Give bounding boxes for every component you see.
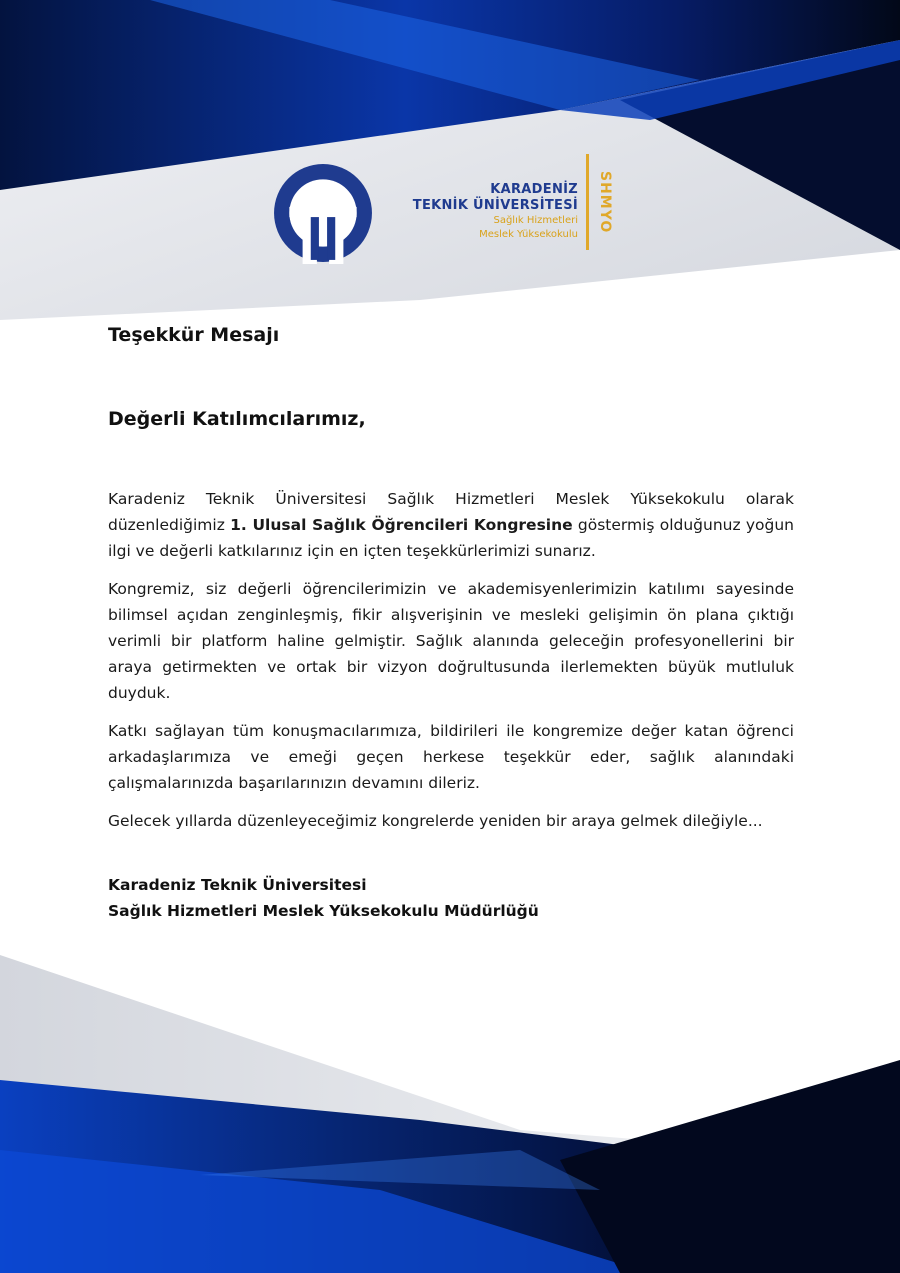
- congress-name: 1. Ulusal Sağlık Öğrencileri Kongresine: [230, 516, 573, 534]
- logo-school-line1: Sağlık Hizmetleri: [493, 215, 578, 226]
- paragraph-4: Gelecek yıllarda düzenleyeceğimiz kongrelerde yeniden bir araya gelmek dileğiyle...: [108, 812, 763, 830]
- signature-line-1: Karadeniz Teknik Üniversitesi: [108, 876, 367, 894]
- logo-wordmark: [413, 182, 578, 242]
- paragraph-1: [108, 486, 794, 564]
- letter-body: [108, 320, 794, 924]
- logo-abbreviation: SHMYO: [597, 170, 613, 234]
- paragraph-1-after: göstermiş olduğunuz yoğun ilgi ve değerli katkılarınız için en içten teşekkürlerimizi sunarız.: [108, 516, 794, 560]
- ktu-emblem: [272, 162, 374, 264]
- school-logo: [272, 152, 622, 272]
- logo-school-line2: Meslek Yüksekokulu: [479, 229, 578, 240]
- logo-divider: [586, 154, 589, 250]
- paragraph-2: Kongremiz, siz değerli öğrencilerimizin ve akademisyenlerimizin katılımı sayesinde bilimsel açıdan zenginleşmiş, fikir alışverişinin ve mesleki gelişimin ön plana çıktığı verimli bir platform haline gelmiştir. Sağlık alanında geleceğin profesyonellerini bir araya getirmekten ve ortak bir vizyon doğrultusunda ilerlemekten büyük mutluluk duyduk.: [108, 580, 794, 702]
- letter-title: Teşekkür Mesajı: [108, 324, 280, 346]
- logo-university-line1: KARADENİZ: [490, 182, 578, 197]
- logo-university-line2: TEKNİK ÜNİVERSİTESİ: [412, 198, 578, 213]
- paragraph-1-before: Karadeniz Teknik Üniversitesi Sağlık Hizmetleri Meslek Yüksekokulu olarak düzenlediğimiz: [108, 490, 794, 534]
- signature-line-2: Sağlık Hizmetleri Meslek Yüksekokulu Müdürlüğü: [108, 902, 539, 920]
- signature: [108, 872, 794, 924]
- letter-salutation: Değerli Katılımcılarımız,: [108, 408, 366, 430]
- bottom-right-dark-wedge: [560, 1060, 900, 1273]
- paragraph-3: Katkı sağlayan tüm konuşmacılarımıza, bildirileri ile kongremize değer katan öğrenci arkadaşlarımıza ve emeği geçen herkese teşekkür eder, sağlık alanındaki çalışmalarınızda başarılarınızın devamını dileriz.: [108, 722, 794, 792]
